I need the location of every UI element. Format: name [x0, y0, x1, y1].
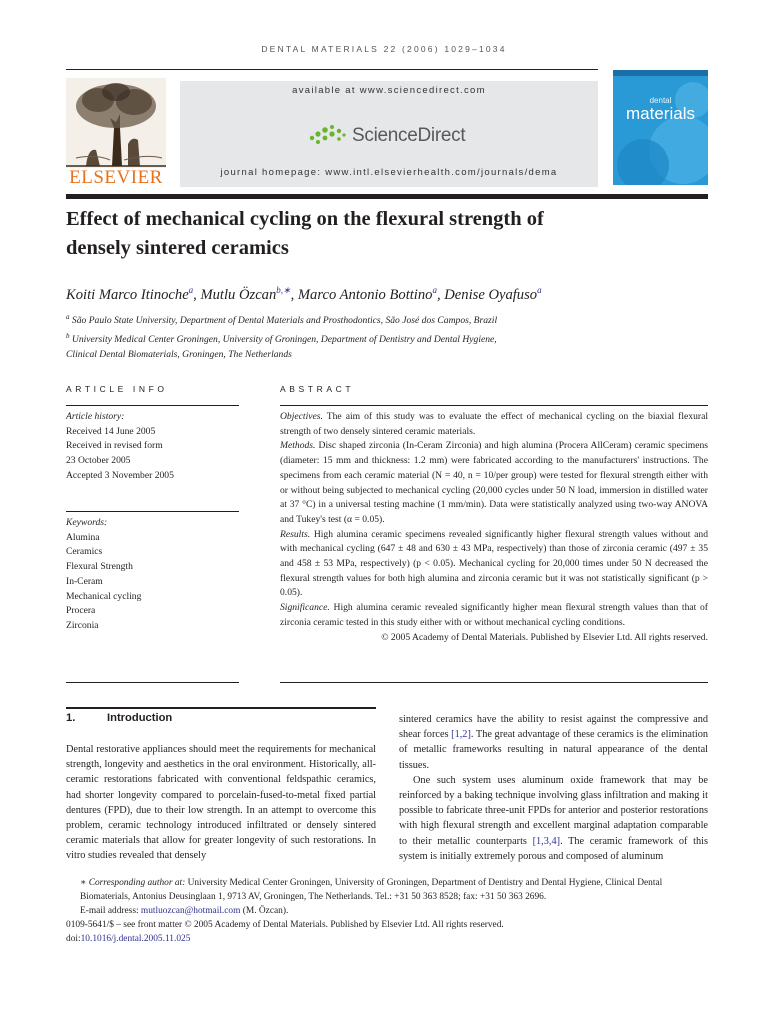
sciencedirect-logo [308, 123, 465, 149]
author-affil-mark: a [188, 285, 194, 295]
abstract-label: Results. [280, 528, 311, 540]
sciencedirect-banner [180, 81, 598, 187]
affiliation [66, 347, 706, 363]
section-title: Introduction [107, 712, 173, 724]
cover-title-line2: materials [626, 104, 695, 123]
title-rule [66, 194, 708, 199]
author-separator: , [193, 286, 201, 303]
article-info-heading: ARTICLE INFO [66, 384, 168, 394]
text-run: . The great advantage of these ceramics is the elimination of metallic frameworks resulting in natural appearance of the dental tissues. [399, 729, 708, 771]
header-rule [66, 69, 598, 70]
section-heading [66, 712, 172, 724]
history-item: 23 October 2005 [66, 455, 131, 467]
abstract-body [280, 410, 708, 645]
corresponding-text: University Medical Center Groningen, University of Groningen, Department of Dentistry and Dental Hygiene, Clinical Dental Biomaterials, Antonius Deusinglaan 1, 9713 AV, Groningen, The Netherlands. Tel.: +31 50 363 8528; fax: +31 50 363 2696. [80, 878, 663, 903]
abstract-section [280, 528, 708, 602]
corresponding-label: ∗ Corresponding author at: [80, 878, 186, 888]
keywords-rule [66, 511, 239, 512]
abstract-section [280, 439, 708, 527]
abstract-text: High alumina ceramic specimens revealed significantly higher flexural strength values without and with mechanical cycling (647 ± 48 and 630 ± 43 MPa, respectively) than those of zirconia ceramic (497 ± 35 and 458 ± 53 MPa, respectively) (p < 0.05). Mechanical cycling for 20,000 times under 50 N decreased the flexural strength values for both high alumina and zirconia ceramic but it was not statistically significant (p > 0.05). [280, 528, 708, 599]
author-affil-mark: a [537, 285, 542, 295]
keyword: Mechanical cycling [66, 590, 142, 602]
affil-mark: a [66, 313, 70, 321]
journal-cover [613, 70, 708, 185]
text-run: . The ceramic framework of this system is initially extremely porous and composed of aluminum [399, 835, 708, 862]
author-separator: , [436, 286, 445, 303]
section-number: 1. [66, 712, 76, 724]
affil-text: University Medical Center Groningen, University of Groningen, Department of Dentistry and Dental Hygiene, [71, 333, 497, 345]
cover-title-line1: dental [649, 96, 672, 105]
article-history [66, 410, 239, 484]
affiliations [66, 310, 706, 363]
abstract-label: Methods. [280, 440, 316, 452]
corresponding-author-note [66, 876, 708, 904]
sciencedirect-dots-icon [308, 124, 346, 148]
abstract-text: The aim of this study was to evaluate the effect of mechanical cycling on the biaxial flexural strength of two densely sintered ceramic materials. [280, 411, 708, 437]
intro-rule [66, 707, 376, 709]
affil-text: São Paulo State University, Department of Dental Materials and Prosthodontics, São José dos Campos, Brazil [71, 315, 498, 327]
text-run: One such system uses aluminum oxide framework that may be reinforced by a baking technique involving glass infiltration and making it possible to fabricate three-unit FPDs for anterior and posterior restorations with high flexural strength and excellent marginal adaptation comparable to their metallic counterparts [399, 774, 708, 847]
text-run: sintered ceramics have the ability to resist against the compressive and shear forces [399, 714, 708, 741]
affil-text: Clinical Dental Biomaterials, Groningen, The Netherlands [66, 349, 292, 361]
affiliation [66, 310, 706, 329]
keyword: In-Ceram [66, 575, 103, 587]
abstract-section [280, 601, 708, 630]
author-name[interactable]: Denise Oyafuso [444, 286, 538, 303]
abstract-section [280, 410, 708, 439]
paragraph [399, 712, 708, 773]
abstract-heading: ABSTRACT [280, 384, 355, 394]
affil-mark: b [66, 331, 70, 340]
abstract-text: Disc shaped zirconia (In-Ceram Zirconia) and high alumina (Procera AllCeram) ceramic specimens (diameter: 15 mm and thickness: 1.2 mm) were fabricated according to the manufacturers' instructions. The specimens from each ceramic material (N = 40, n = 10/per group) were tested for flexural strength either with or without being subjected to mechanical cycling (20,000 cycles under 50 N load, immersion in distilled water at 37 °C) in a universal testing machine (1 mm/min). Data were statistically analyzed using two-way ANOVA and Tukey's test (α = 0.05). [280, 440, 708, 525]
keyword: Procera [66, 605, 96, 617]
issn-line: 0109-5641/$ – see front matter © 2005 Academy of Dental Materials. Published by Elsevier Ltd. All rights reserved. [66, 920, 504, 931]
title-line: Effect of mechanical cycling on the flexural strength of [66, 208, 544, 230]
elsevier-wordmark: ELSEVIER [69, 167, 163, 188]
author-affil-mark: b,∗ [276, 285, 291, 295]
available-at-text: available at www.sciencedirect.com [292, 85, 486, 96]
keyword: Ceramics [66, 546, 103, 558]
abstract-copyright: © 2005 Academy of Dental Materials. Published by Elsevier Ltd. All rights reserved. [381, 631, 708, 643]
paragraph: Dental restorative appliances should meet the requirements for mechanical strength, longevity and aesthetics in the oral environment. Historically, all-ceramic restorations fabricated with conventional feldspathic ceramics, had shorter longevity compared to porcelain-fused-to-metal fixed partial dentures (FPD), due to their low strength. In an attempt to overcome this problem, ceramic technology introduced infiltrated or densely sintered ceramic materials that allow for greater longevity of such restorations. In vitro studies revealed that densely [66, 744, 376, 862]
author-affil-mark: a [432, 285, 437, 295]
history-item: Accepted 3 November 2005 [66, 469, 174, 481]
cover-swirl-art [613, 70, 708, 185]
running-head: DENTAL MATERIALS 22 (2006) 1029–1034 [261, 44, 507, 54]
abstract-text: High alumina ceramic revealed significantly higher mean flexural strength values than that of zirconia ceramic tested in this study either with or without mechanical cycling conditions. [280, 602, 708, 628]
info-bottom-rule [66, 682, 239, 683]
email-label: E-mail address: [80, 906, 139, 917]
author-name[interactable]: Koiti Marco Itinoche [66, 286, 189, 303]
author-separator: , [290, 286, 298, 303]
title-line: densely sintered ceramics [66, 237, 289, 259]
keyword: Zirconia [66, 619, 99, 631]
abstract-bottom-rule [280, 682, 708, 683]
sciencedirect-wordmark: ScienceDirect [352, 125, 466, 146]
paragraph [399, 773, 708, 864]
article-info-rule [66, 405, 239, 406]
keywords-label: Keywords: [66, 517, 108, 528]
citation-link[interactable]: [1,3,4] [532, 835, 561, 847]
email-link[interactable]: mutluozcan@hotmail.com [140, 906, 241, 917]
doi-link[interactable]: 10.1016/j.dental.2005.11.025 [80, 934, 191, 945]
doi-line [66, 932, 708, 946]
abstract-label: Significance. [280, 602, 330, 614]
affiliation [66, 329, 706, 348]
history-item: Received in revised form [66, 440, 163, 452]
email-suffix: (M. Özcan). [242, 906, 289, 917]
abstract-rule [280, 405, 708, 406]
doi-label: doi: [66, 934, 81, 945]
journal-homepage-text[interactable]: journal homepage: www.intl.elsevierhealth.com/journals/dema [220, 167, 558, 178]
history-label: Article history: [66, 411, 125, 422]
footnotes [66, 876, 708, 946]
email-line [66, 904, 708, 918]
author-list [66, 285, 706, 304]
keyword: Flexural Strength [66, 561, 133, 573]
abstract-label: Objectives. [280, 411, 323, 422]
body-column-left [66, 742, 376, 864]
citation-link[interactable]: [1,2] [451, 729, 471, 741]
author-name[interactable]: Mutlu Özcan [200, 286, 277, 303]
article-title [66, 205, 706, 263]
body-column-right [399, 712, 708, 864]
history-item: Received 14 June 2005 [66, 425, 156, 437]
author-name[interactable]: Marco Antonio Bottino [297, 286, 433, 303]
keywords [66, 516, 239, 634]
keyword: Alumina [66, 531, 100, 543]
